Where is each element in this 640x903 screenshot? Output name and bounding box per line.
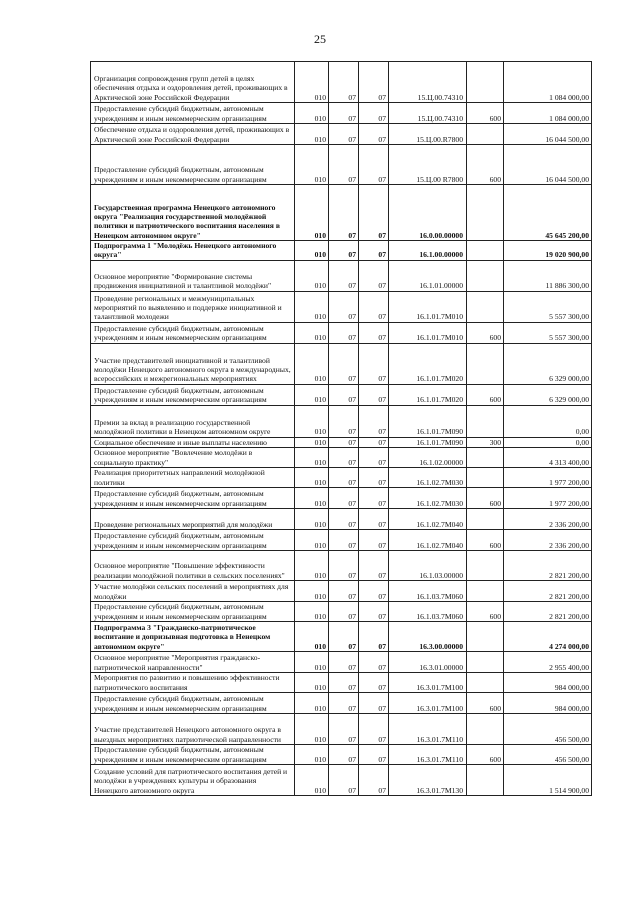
cell-csr: 16.3.01.00000: [389, 651, 467, 672]
cell-rz: 07: [329, 241, 359, 261]
cell-vr: [467, 62, 504, 103]
cell-pr: 07: [359, 437, 389, 447]
cell-vr: [467, 343, 504, 384]
cell-csr: 16.1.01.7М090: [389, 405, 467, 437]
table-row: [91, 467, 592, 487]
cell-amount: 2 821 200,00: [504, 580, 592, 601]
cell-name: Предоставление субсидий бюджетным, автономным учреждениям и иным некоммерческим организациям: [91, 103, 295, 124]
cell-csr: 16.1.01.7М020: [389, 384, 467, 405]
table-row: [91, 580, 592, 601]
cell-pr: 07: [359, 291, 389, 322]
cell-ved: 010: [295, 437, 329, 447]
cell-pr: 07: [359, 692, 389, 713]
cell-csr: 16.0.00.00000: [389, 185, 467, 241]
cell-name: Участие представителей инициативной и талантливой молодёжи Ненецкого автономного округа в международных, всероссийских и межрегиональных мероприятиях: [91, 343, 295, 384]
cell-csr: 16.1.02.7М040: [389, 529, 467, 550]
table-row: [91, 447, 592, 467]
table-row: [91, 185, 592, 241]
table-body: [91, 62, 592, 796]
cell-name: Предоставление субсидий бюджетным, автономным учреждениям и иным некоммерческим организациям: [91, 487, 295, 508]
cell-vr: [467, 185, 504, 241]
cell-rz: 07: [329, 145, 359, 185]
cell-vr: [467, 260, 504, 291]
table-row: [91, 322, 592, 343]
cell-ved: 010: [295, 447, 329, 467]
table-row: [91, 437, 592, 447]
cell-ved: 010: [295, 384, 329, 405]
cell-name: Социальное обеспечение и иные выплаты населению: [91, 437, 295, 447]
cell-name: Подпрограмма 1 "Молодёжь Ненецкого автономного округа": [91, 241, 295, 261]
cell-csr: 16.1.03.7М060: [389, 601, 467, 621]
cell-csr: 16.1.01.7М020: [389, 343, 467, 384]
cell-vr: [467, 447, 504, 467]
table-row: [91, 672, 592, 692]
cell-csr: 16.3.00.00000: [389, 621, 467, 651]
cell-amount: 5 557 300,00: [504, 291, 592, 322]
cell-pr: 07: [359, 713, 389, 744]
cell-pr: 07: [359, 487, 389, 508]
cell-name: Предоставление субсидий бюджетным, автономным учреждениям и иным некоммерческим организациям: [91, 145, 295, 185]
cell-rz: 07: [329, 405, 359, 437]
cell-pr: 07: [359, 322, 389, 343]
cell-ved: 010: [295, 62, 329, 103]
cell-ved: 010: [295, 291, 329, 322]
cell-amount: 456 500,00: [504, 713, 592, 744]
cell-amount: 0,00: [504, 405, 592, 437]
cell-amount: 45 645 200,00: [504, 185, 592, 241]
cell-vr: 600: [467, 322, 504, 343]
table-row: [91, 713, 592, 744]
cell-pr: 07: [359, 580, 389, 601]
table-row: [91, 744, 592, 764]
cell-csr: 16.1.03.7М060: [389, 580, 467, 601]
cell-ved: 010: [295, 529, 329, 550]
cell-csr: 16.1.02.7М030: [389, 487, 467, 508]
table-row: [91, 692, 592, 713]
cell-csr: 16.1.01.7М010: [389, 291, 467, 322]
cell-amount: 2 336 200,00: [504, 529, 592, 550]
cell-ved: 010: [295, 322, 329, 343]
cell-pr: 07: [359, 447, 389, 467]
cell-csr: 16.1.02.7М030: [389, 467, 467, 487]
table-row: [91, 601, 592, 621]
table-row: [91, 621, 592, 651]
cell-csr: 16.3.01.7М100: [389, 692, 467, 713]
cell-csr: 16.1.02.7М040: [389, 508, 467, 529]
cell-rz: 07: [329, 260, 359, 291]
cell-vr: 600: [467, 744, 504, 764]
cell-name: Проведение региональных мероприятий для молодёжи: [91, 508, 295, 529]
cell-pr: 07: [359, 124, 389, 145]
cell-amount: 16 044 500,00: [504, 124, 592, 145]
table-row: [91, 487, 592, 508]
cell-name: Основное мероприятие "Повышение эффективности реализации молодёжной политики в сельских поселениях": [91, 550, 295, 580]
cell-name: Предоставление субсидий бюджетным, автономным учреждениям и иным некоммерческим организациям: [91, 322, 295, 343]
cell-amount: 984 000,00: [504, 692, 592, 713]
cell-rz: 07: [329, 672, 359, 692]
cell-amount: 19 020 900,00: [504, 241, 592, 261]
cell-csr: 16.3.01.7М110: [389, 744, 467, 764]
cell-vr: [467, 241, 504, 261]
table-row: [91, 384, 592, 405]
cell-vr: 600: [467, 529, 504, 550]
cell-pr: 07: [359, 550, 389, 580]
cell-csr: 16.1.01.00000: [389, 260, 467, 291]
cell-csr: 16.1.02.00000: [389, 447, 467, 467]
cell-pr: 07: [359, 260, 389, 291]
table-row: [91, 764, 592, 795]
cell-csr: 16.1.00.00000: [389, 241, 467, 261]
cell-amount: 1 514 900,00: [504, 764, 592, 795]
cell-vr: 600: [467, 103, 504, 124]
cell-pr: 07: [359, 62, 389, 103]
cell-pr: 07: [359, 405, 389, 437]
cell-rz: 07: [329, 384, 359, 405]
cell-rz: 07: [329, 744, 359, 764]
cell-rz: 07: [329, 343, 359, 384]
cell-vr: [467, 291, 504, 322]
cell-name: Участие представителей Ненецкого автономного округа в выездных мероприятиях патриотической направленности: [91, 713, 295, 744]
cell-name: Реализация приоритетных направлений молодёжной политики: [91, 467, 295, 487]
cell-ved: 010: [295, 621, 329, 651]
cell-name: Участие молодёжи сельских поселений в мероприятиях для молодёжи: [91, 580, 295, 601]
cell-name: Предоставление субсидий бюджетным, автономным учреждениям и иным некоммерческим организациям: [91, 384, 295, 405]
cell-pr: 07: [359, 744, 389, 764]
table-row: [91, 343, 592, 384]
cell-pr: 07: [359, 764, 389, 795]
cell-csr: 16.3.01.7М130: [389, 764, 467, 795]
cell-rz: 07: [329, 651, 359, 672]
cell-ved: 010: [295, 764, 329, 795]
cell-amount: 16 044 500,00: [504, 145, 592, 185]
cell-amount: 2 821 200,00: [504, 550, 592, 580]
cell-pr: 07: [359, 384, 389, 405]
cell-pr: 07: [359, 467, 389, 487]
cell-rz: 07: [329, 291, 359, 322]
cell-pr: 07: [359, 651, 389, 672]
cell-pr: 07: [359, 601, 389, 621]
table-row: [91, 124, 592, 145]
cell-name: Создание условий для патриотического воспитания детей и молодёжи в учреждениях культуры и образования Ненецкого автономного округа: [91, 764, 295, 795]
cell-vr: 600: [467, 601, 504, 621]
cell-ved: 010: [295, 744, 329, 764]
cell-ved: 010: [295, 260, 329, 291]
cell-ved: 010: [295, 651, 329, 672]
cell-amount: 4 274 000,00: [504, 621, 592, 651]
cell-vr: 600: [467, 692, 504, 713]
cell-csr: 16.1.01.7М010: [389, 322, 467, 343]
cell-ved: 010: [295, 672, 329, 692]
cell-ved: 010: [295, 185, 329, 241]
cell-rz: 07: [329, 601, 359, 621]
cell-amount: 5 557 300,00: [504, 322, 592, 343]
cell-amount: 1 977 200,00: [504, 467, 592, 487]
cell-rz: 07: [329, 447, 359, 467]
cell-name: Предоставление субсидий бюджетным, автономным учреждениям и иным некоммерческим организациям: [91, 529, 295, 550]
cell-rz: 07: [329, 467, 359, 487]
cell-amount: 11 886 300,00: [504, 260, 592, 291]
cell-amount: 2 821 200,00: [504, 601, 592, 621]
cell-rz: 07: [329, 508, 359, 529]
cell-name: Предоставление субсидий бюджетным, автономным учреждениям и иным некоммерческим организациям: [91, 744, 295, 764]
cell-csr: 15.Ц.00 R7800: [389, 145, 467, 185]
cell-name: Проведение региональных и межмуниципальных мероприятий по выявлению и поддержке инициативной и талантливой молодежи: [91, 291, 295, 322]
cell-vr: [467, 713, 504, 744]
cell-vr: 600: [467, 145, 504, 185]
cell-ved: 010: [295, 124, 329, 145]
cell-name: Основное мероприятие "Формирование системы продвижения инициативной и талантливой молодёжи": [91, 260, 295, 291]
cell-name: Обеспечение отдыха и оздоровления детей, проживающих в Арктической зоне Российской Федерации: [91, 124, 295, 145]
cell-amount: 2 336 200,00: [504, 508, 592, 529]
cell-csr: 16.3.01.7М100: [389, 672, 467, 692]
cell-vr: [467, 764, 504, 795]
cell-amount: 984 000,00: [504, 672, 592, 692]
cell-rz: 07: [329, 103, 359, 124]
cell-vr: [467, 672, 504, 692]
cell-vr: [467, 405, 504, 437]
cell-ved: 010: [295, 467, 329, 487]
cell-rz: 07: [329, 550, 359, 580]
cell-csr: 15.Ц.00.74310: [389, 62, 467, 103]
cell-pr: 07: [359, 672, 389, 692]
cell-pr: 07: [359, 508, 389, 529]
table-row: [91, 550, 592, 580]
cell-rz: 07: [329, 621, 359, 651]
cell-name: Государственная программа Ненецкого автономного округа "Реализация государственной молодёжной политики и патриотического воспитания населения в Ненецком автономном округе": [91, 185, 295, 241]
cell-name: Основное мероприятие "Вовлечение молодёжи в социальную практику": [91, 447, 295, 467]
cell-rz: 07: [329, 713, 359, 744]
cell-name: Предоставление субсидий бюджетным, автономным учреждениям и иным некоммерческим организациям: [91, 601, 295, 621]
cell-csr: 16.3.01.7М110: [389, 713, 467, 744]
cell-vr: [467, 467, 504, 487]
cell-ved: 010: [295, 487, 329, 508]
cell-pr: 07: [359, 145, 389, 185]
cell-rz: 07: [329, 692, 359, 713]
cell-ved: 010: [295, 241, 329, 261]
cell-vr: [467, 651, 504, 672]
table-row: [91, 651, 592, 672]
cell-ved: 010: [295, 601, 329, 621]
budget-table: [90, 61, 592, 796]
cell-csr: 16.1.03.00000: [389, 550, 467, 580]
cell-ved: 010: [295, 692, 329, 713]
cell-ved: 010: [295, 343, 329, 384]
cell-vr: [467, 580, 504, 601]
page-number: 25: [314, 32, 326, 46]
cell-amount: 6 329 000,00: [504, 384, 592, 405]
table-row: [91, 103, 592, 124]
cell-csr: 15.Ц.00.74310: [389, 103, 467, 124]
cell-rz: 07: [329, 185, 359, 241]
cell-name: Премии за вклад в реализацию государственной молодёжной политики в Ненецком автономном округе: [91, 405, 295, 437]
table-row: [91, 145, 592, 185]
cell-ved: 010: [295, 550, 329, 580]
table-row: [91, 405, 592, 437]
cell-csr: 16.1.01.7М090: [389, 437, 467, 447]
cell-rz: 07: [329, 322, 359, 343]
cell-rz: 07: [329, 580, 359, 601]
cell-pr: 07: [359, 343, 389, 384]
cell-vr: [467, 621, 504, 651]
cell-name: Основное мероприятие "Мероприятия гражданско-патриотической направленности": [91, 651, 295, 672]
cell-ved: 010: [295, 405, 329, 437]
cell-amount: 1 084 000,00: [504, 62, 592, 103]
cell-name: Подпрограмма 3 "Гражданско-патриотическое воспитание и допризывная подготовка в Ненецком автономном округе": [91, 621, 295, 651]
cell-vr: 600: [467, 384, 504, 405]
table-row: [91, 291, 592, 322]
cell-rz: 07: [329, 124, 359, 145]
table-row: [91, 508, 592, 529]
cell-rz: 07: [329, 487, 359, 508]
table-row: [91, 529, 592, 550]
cell-vr: [467, 550, 504, 580]
cell-name: Организация сопровождения групп детей в целях обеспечения отдыха и оздоровления детей, проживающих в Арктической зоне Российской Федерации: [91, 62, 295, 103]
cell-ved: 010: [295, 713, 329, 744]
cell-rz: 07: [329, 437, 359, 447]
cell-amount: 6 329 000,00: [504, 343, 592, 384]
cell-ved: 010: [295, 103, 329, 124]
cell-amount: 4 313 400,00: [504, 447, 592, 467]
table-row: [91, 241, 592, 261]
table-row: [91, 260, 592, 291]
table-row: [91, 62, 592, 103]
cell-amount: 456 500,00: [504, 744, 592, 764]
cell-vr: 600: [467, 487, 504, 508]
cell-amount: 1 977 200,00: [504, 487, 592, 508]
cell-amount: 2 955 400,00: [504, 651, 592, 672]
cell-vr: [467, 508, 504, 529]
cell-ved: 010: [295, 508, 329, 529]
cell-rz: 07: [329, 529, 359, 550]
cell-amount: 0,00: [504, 437, 592, 447]
cell-pr: 07: [359, 185, 389, 241]
cell-rz: 07: [329, 62, 359, 103]
cell-pr: 07: [359, 621, 389, 651]
cell-pr: 07: [359, 529, 389, 550]
cell-pr: 07: [359, 103, 389, 124]
cell-vr: [467, 124, 504, 145]
cell-ved: 010: [295, 580, 329, 601]
cell-pr: 07: [359, 241, 389, 261]
cell-csr: 15.Ц.00.R7800: [389, 124, 467, 145]
cell-amount: 1 084 000,00: [504, 103, 592, 124]
cell-name: Мероприятия по развитию и повышению эффективности патриотического воспитания: [91, 672, 295, 692]
cell-rz: 07: [329, 764, 359, 795]
cell-ved: 010: [295, 145, 329, 185]
cell-vr: 300: [467, 437, 504, 447]
cell-name: Предоставление субсидий бюджетным, автономным учреждениям и иным некоммерческим организациям: [91, 692, 295, 713]
